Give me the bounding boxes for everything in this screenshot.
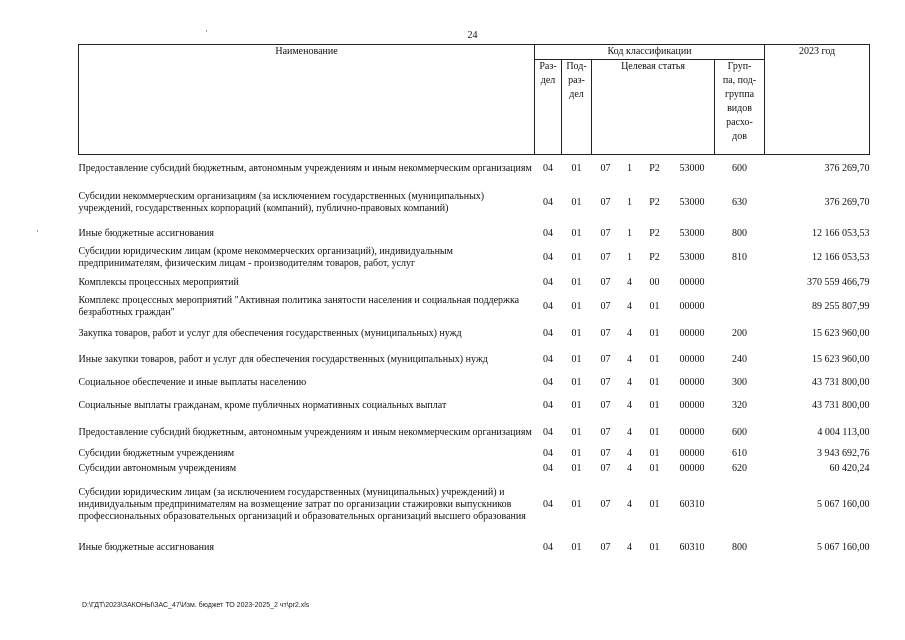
target-article-part3: 01 — [649, 498, 660, 510]
row-name: Иные бюджетные ассигнования — [78, 227, 214, 239]
expense-group-code: 320 — [732, 400, 748, 411]
row-name: Предоставление субсидий бюджетным, автономным учреждениям и иным некоммерческим организациям — [78, 162, 532, 174]
target-article-part1: 07 — [600, 498, 611, 510]
target-article-part3: 01 — [649, 427, 660, 438]
subsection-code: 01 — [571, 354, 582, 365]
subsection-code: 01 — [571, 541, 582, 553]
subsection-code: 01 — [571, 377, 582, 388]
target-article-part2: 4 — [627, 498, 632, 510]
target-article-part4: 00000 — [679, 354, 705, 365]
table-row — [79, 244, 870, 273]
amount-2023: 60 420,24 — [829, 462, 870, 474]
target-article-part1: 07 — [600, 300, 611, 312]
expense-group-code — [715, 477, 765, 533]
table-row — [79, 347, 870, 374]
target-article-part1: 07 — [600, 400, 611, 411]
section-code: 04 — [543, 541, 553, 553]
subsection-code: 01 — [571, 197, 582, 208]
header-name: Наименование — [79, 45, 535, 155]
target-article-part4: 00000 — [679, 447, 705, 459]
section-code: 04 — [543, 227, 553, 239]
section-code: 04 — [543, 197, 553, 208]
row-name: Закупка товаров, работ и услуг для обеспечения государственных (муниципальных) нужд — [78, 327, 462, 339]
target-article-part4: 00000 — [679, 327, 705, 339]
subsection-code: 01 — [571, 276, 582, 288]
row-name: Иные бюджетные ассигнования — [78, 541, 214, 553]
target-article-part1: 07 — [600, 227, 611, 239]
target-article-part2: 4 — [627, 541, 632, 553]
target-article-part3: 01 — [649, 300, 660, 312]
row-name: Субсидии юридическим лицам (кроме некоммерческих организаций), индивидуальным предпринимателям, физическим лицам - производителям товаров, работ, услуг — [78, 246, 453, 269]
target-article-part1: 07 — [600, 427, 611, 438]
target-article-part1: 07 — [600, 541, 611, 553]
table-body — [79, 155, 870, 563]
target-article-part3: 00 — [649, 276, 660, 288]
header-section: Раз- дел — [535, 60, 562, 155]
amount-2023: 3 943 692,76 — [817, 447, 870, 459]
section-code: 04 — [543, 377, 553, 388]
expense-group-code — [715, 293, 765, 321]
section-code: 04 — [543, 276, 553, 288]
target-article-part3: 01 — [649, 377, 660, 388]
expense-group-code: 610 — [732, 447, 748, 459]
subsection-code: 01 — [571, 227, 582, 239]
amount-2023: 376 269,70 — [824, 162, 870, 174]
row-name: Субсидии некоммерческим организациям (за исключением государственных (муниципальных) учреждений, государственных корпораций (компаний), публично-правовых компаний) — [78, 191, 485, 214]
row-name: Социальное обеспечение и иные выплаты населению — [78, 377, 307, 388]
subsection-code: 01 — [571, 462, 582, 474]
amount-2023: 370 559 466,79 — [807, 276, 870, 288]
target-article-part1: 07 — [600, 447, 611, 459]
target-article-part1: 07 — [600, 162, 611, 174]
target-article-part4: 00000 — [679, 400, 705, 411]
amount-2023: 12 166 053,53 — [812, 227, 870, 239]
row-name: Субсидии юридическим лицам (за исключением государственных (муниципальных) учреждений) и индивидуальным предпринимателям на возмещение затрат по организации стажировки выпускников профессиональных образовательных организаций и образовательных организаций высшего образования — [78, 486, 526, 522]
target-article-part3: 01 — [649, 462, 660, 474]
target-article-part4: 00000 — [679, 300, 705, 312]
target-article-part4: 53000 — [679, 227, 705, 239]
expense-group-code: 240 — [732, 354, 748, 365]
target-article-part2: 1 — [627, 252, 632, 263]
target-article-part3: 01 — [649, 447, 660, 459]
target-article-part1: 07 — [600, 276, 611, 288]
table-row — [79, 461, 870, 477]
expense-group-code: 630 — [732, 197, 748, 208]
subsection-code: 01 — [571, 300, 582, 312]
section-code: 04 — [543, 252, 553, 263]
expense-group-code: 600 — [732, 427, 748, 438]
target-article-part3: P2 — [649, 197, 660, 208]
target-article-part2: 4 — [627, 327, 632, 339]
table-row — [79, 155, 870, 183]
page-number: 24 — [467, 30, 478, 41]
table-row — [79, 393, 870, 420]
section-code: 04 — [543, 327, 553, 339]
row-name: Комплексы процессных мероприятий — [78, 276, 239, 288]
expense-group-code: 600 — [732, 162, 748, 174]
amount-2023: 89 255 807,99 — [812, 300, 870, 312]
table-row — [79, 183, 870, 224]
row-name: Социальные выплаты гражданам, кроме публичных нормативных социальных выплат — [78, 400, 447, 411]
table-row — [79, 273, 870, 293]
header-target-article: Целевая статья — [592, 60, 715, 155]
target-article-part4: 60310 — [679, 541, 705, 553]
amount-2023: 12 166 053,53 — [812, 252, 870, 263]
target-article-part4: 60310 — [679, 498, 705, 510]
subsection-code: 01 — [571, 427, 582, 438]
target-article-part4: 00000 — [679, 276, 705, 288]
table-row — [79, 420, 870, 447]
header-expense-group: Груп- па, под- группа видов расхо- дов — [715, 60, 765, 155]
subsection-code: 01 — [571, 327, 582, 339]
subsection-code: 01 — [571, 498, 582, 510]
scan-mark: · — [36, 226, 39, 236]
target-article-part4: 53000 — [679, 197, 705, 208]
subsection-code: 01 — [571, 162, 582, 174]
target-article-part2: 4 — [627, 300, 632, 312]
target-article-part3: 01 — [649, 327, 660, 339]
section-code: 04 — [543, 300, 553, 312]
target-article-part4: 00000 — [679, 462, 705, 474]
section-code: 04 — [543, 427, 553, 438]
file-path-footer: D:\ГДТ\2023\ЗАКОНЫ\ЗАС_47\Изм. бюджет ТО 2023-2025_2 чт\pr2.xls — [82, 602, 310, 609]
row-name: Комплекс процессных мероприятий "Активная политика занятости населения и социальная поддержка безработных граждан" — [78, 294, 520, 318]
subsection-code: 01 — [571, 447, 582, 459]
target-article-part1: 07 — [600, 197, 611, 208]
subsection-code: 01 — [571, 400, 582, 411]
target-article-part4: 53000 — [679, 162, 705, 174]
target-article-part4: 00000 — [679, 377, 705, 388]
scan-mark: · — [205, 26, 208, 36]
section-code: 04 — [543, 400, 553, 411]
section-code: 04 — [543, 354, 553, 365]
table-row — [79, 374, 870, 393]
target-article-part2: 4 — [627, 400, 632, 411]
amount-2023: 4 004 113,00 — [817, 427, 870, 438]
subsection-code: 01 — [571, 252, 582, 263]
header-year: 2023 год — [765, 45, 870, 155]
table-row — [79, 224, 870, 244]
target-article-part2: 4 — [627, 427, 632, 438]
row-name: Субсидии автономным учреждениям — [78, 462, 237, 474]
section-code: 04 — [543, 162, 553, 174]
target-article-part3: P2 — [649, 162, 660, 174]
section-code: 04 — [543, 498, 553, 510]
target-article-part2: 4 — [627, 276, 632, 288]
target-article-part2: 1 — [627, 197, 632, 208]
target-article-part3: 01 — [649, 541, 660, 553]
target-article-part2: 1 — [627, 162, 632, 174]
expense-group-code: 810 — [732, 252, 748, 263]
target-article-part3: P2 — [649, 227, 660, 239]
header-subsection: Под- раз- дел — [562, 60, 592, 155]
amount-2023: 5 067 160,00 — [817, 498, 870, 510]
target-article-part2: 4 — [627, 462, 632, 474]
table-row — [79, 293, 870, 321]
target-article-part3: 01 — [649, 400, 660, 411]
expense-group-code — [715, 273, 765, 293]
header-code-group: Код классификации — [535, 45, 765, 60]
amount-2023: 15 623 960,00 — [812, 354, 870, 365]
target-article-part1: 07 — [600, 252, 611, 263]
target-article-part1: 07 — [600, 462, 611, 474]
target-article-part4: 00000 — [679, 427, 705, 438]
row-name: Субсидии бюджетным учреждениям — [78, 447, 235, 459]
target-article-part2: 4 — [627, 354, 632, 365]
amount-2023: 43 731 800,00 — [812, 400, 870, 411]
budget-table — [78, 44, 870, 563]
expense-group-code: 800 — [732, 541, 748, 553]
target-article-part1: 07 — [600, 377, 611, 388]
amount-2023: 376 269,70 — [824, 197, 870, 208]
target-article-part3: 01 — [649, 354, 660, 365]
table-row — [79, 321, 870, 347]
section-code: 04 — [543, 447, 553, 459]
target-article-part3: P2 — [649, 252, 660, 263]
amount-2023: 43 731 800,00 — [812, 377, 870, 388]
target-article-part2: 1 — [627, 227, 632, 239]
table-row — [79, 447, 870, 461]
expense-group-code: 620 — [732, 462, 748, 474]
amount-2023: 5 067 160,00 — [817, 541, 870, 553]
target-article-part2: 4 — [627, 447, 632, 459]
table-row — [79, 477, 870, 533]
target-article-part1: 07 — [600, 327, 611, 339]
amount-2023: 15 623 960,00 — [812, 327, 870, 339]
row-name: Предоставление субсидий бюджетным, автономным учреждениям и иным некоммерческим организациям — [78, 427, 532, 438]
target-article-part1: 07 — [600, 354, 611, 365]
expense-group-code: 300 — [732, 377, 748, 388]
table-row — [79, 533, 870, 563]
section-code: 04 — [543, 462, 553, 474]
expense-group-code: 800 — [732, 227, 748, 239]
target-article-part2: 4 — [627, 377, 632, 388]
expense-group-code: 200 — [732, 327, 748, 339]
target-article-part4: 53000 — [679, 252, 705, 263]
row-name: Иные закупки товаров, работ и услуг для обеспечения государственных (муниципальных) нужд — [78, 354, 488, 365]
